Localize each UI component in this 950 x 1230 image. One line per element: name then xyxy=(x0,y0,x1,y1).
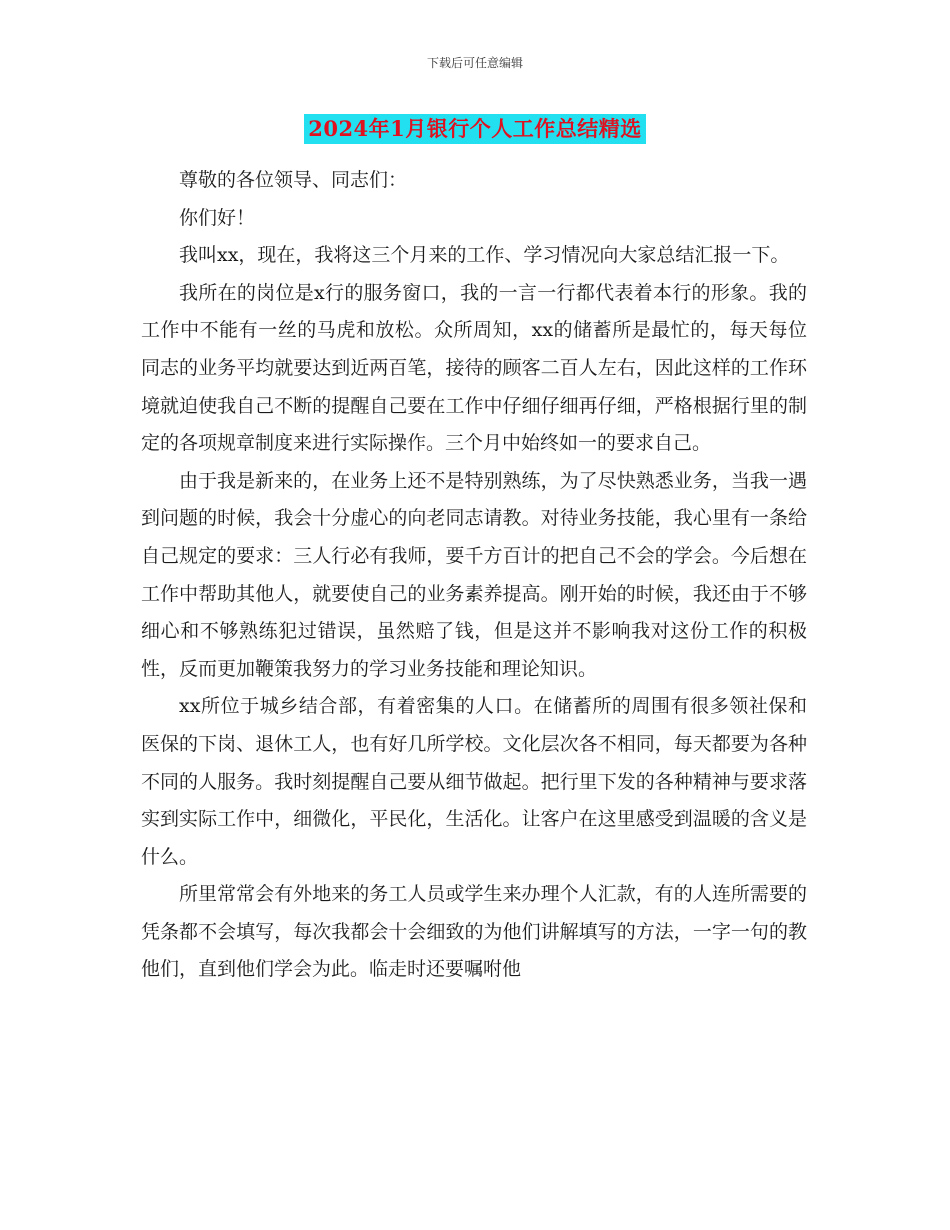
paragraph: 由于我是新来的，在业务上还不是特别熟练，为了尽快熟悉业务，当我一遇到问题的时候，我会十分虚心的向老同志请教。对待业务技能，我心里有一条给自己规定的要求：三人行必有我师，要千方百计的把自己不会的学会。今后想在工作中帮助其他人，就要使自己的业务素养提高。刚开始的时候，我还由于不够细心和不够熟练犯过错误，虽然赔了钱，但是这并不影响我对这份工作的积极性，反而更加鞭策我努力的学习业务技能和理论知识。 xyxy=(141,469,807,680)
document-body xyxy=(141,162,807,989)
paragraph: xx所位于城乡结合部，有着密集的人口。在储蓄所的周围有很多领社保和医保的下岗、退休工人，也有好几所学校。文化层次各不相同，每天都要为各种不同的人服务。我时刻提醒自己要从细节做起。把行里下发的各种精神与要求落实到实际工作中，细微化，平民化，生活化。让客户在这里感受到温暖的含义是什么。 xyxy=(141,695,807,868)
document-title: 2024年1月银行个人工作总结精选 xyxy=(304,114,646,144)
salutation: 尊敬的各位领导、同志们： xyxy=(179,169,408,191)
greeting: 你们好！ xyxy=(179,206,256,229)
paragraph: 我所在的岗位是x行的服务窗口，我的一言一行都代表着本行的形象。我的工作中不能有一丝的马虎和放松。众所周知，xx的储蓄所是最忙的，每天每位同志的业务平均就要达到近两百笔，接待的顾客二百人左右，因此这样的工作环境就迫使我自己不断的提醒自己要在工作中仔细仔细再仔细，严格根据行里的制定的各项规章制度来进行实际操作。三个月中始终如一的要求自己。 xyxy=(141,281,807,455)
page-header: 下载后可任意编辑 xyxy=(426,56,523,70)
title-container xyxy=(0,114,950,144)
paragraph: 我叫xx，现在，我将这三个月来的工作、学习情况向大家总结汇报一下。 xyxy=(179,244,790,267)
paragraph: 所里常常会有外地来的务工人员或学生来办理个人汇款，有的人连所需要的凭条都不会填写，每次我都会十会细致的为他们讲解填写的方法，一字一句的教他们，直到他们学会为此。临走时还要嘱咐他 xyxy=(141,883,807,981)
